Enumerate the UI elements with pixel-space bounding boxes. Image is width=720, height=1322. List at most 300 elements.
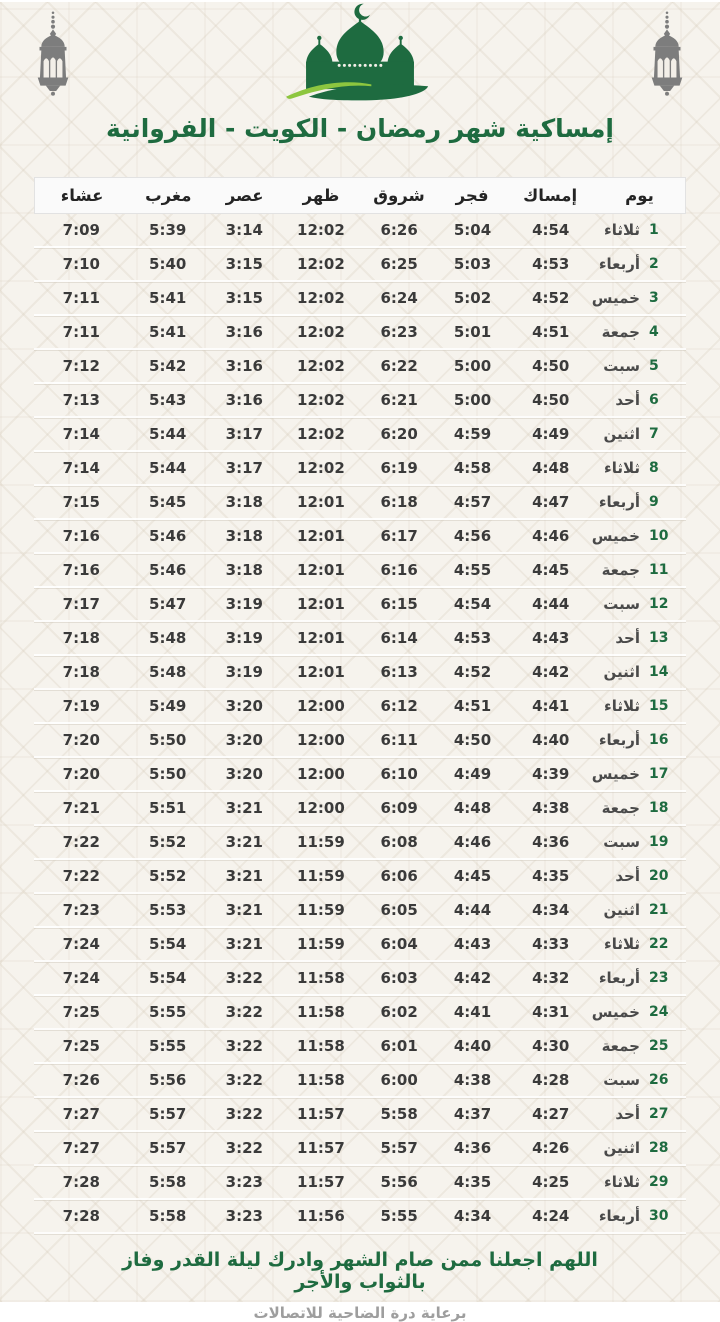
time-cell-asr: 3:22 [225,1003,263,1021]
time-cell-asr: 3:21 [225,799,263,817]
time-cell-dhuhr: 11:56 [297,1207,345,1225]
day-number: 26 [649,1072,669,1088]
dua-text: اللهم اجعلنا ممن صام الشهر وادرك ليلة القدر وفاز بالثواب والأجر [122,1249,598,1294]
day-number: 7 [649,426,659,442]
table-row [34,282,686,316]
time-cell-asr: 3:19 [225,595,263,613]
time-cell-isha: 7:21 [62,799,100,817]
time-cell-isha: 7:22 [62,833,100,851]
day-cell [595,731,686,749]
time-cell-isha: 7:28 [62,1173,100,1191]
day-number: 3 [649,290,659,306]
day-name: جمعة [601,323,640,341]
day-cell [591,765,686,783]
day-cell [595,1037,686,1055]
day-number: 19 [649,834,669,850]
time-cell-shurooq: 6:23 [380,323,418,341]
day-number: 29 [649,1174,669,1190]
time-cell-asr: 3:16 [225,357,263,375]
day-cell [595,255,686,273]
time-cell-fajr: 4:51 [453,697,492,715]
time-cell-maghrib: 5:56 [149,1071,187,1089]
time-cell-asr: 3:17 [225,459,263,477]
time-cell-maghrib: 5:51 [149,799,187,817]
time-cell-dhuhr: 12:02 [297,323,345,341]
time-cell-imsak: 4:35 [532,867,570,885]
time-cell-dhuhr: 12:00 [297,697,345,715]
table-row [34,724,686,758]
table-row [34,520,686,554]
time-cell-imsak: 4:44 [532,595,570,613]
time-cell-fajr: 5:03 [453,255,492,273]
time-cell-imsak: 4:32 [532,969,570,987]
time-cell-maghrib: 5:41 [149,323,187,341]
time-cell-shurooq: 6:21 [380,391,418,409]
table-row [34,1064,686,1098]
time-cell-fajr: 4:44 [453,901,492,919]
time-cell-shurooq: 6:06 [380,867,418,885]
day-number: 13 [649,630,669,646]
col-header-dhuhr: ظهر [302,186,340,205]
time-cell-fajr: 4:46 [453,833,492,851]
table-row [34,1200,686,1234]
col-header-day: يوم [625,186,654,205]
time-cell-dhuhr: 11:57 [297,1105,345,1123]
day-name: خميس [591,1003,640,1021]
day-name: أحد [615,391,640,409]
day-cell [595,969,686,987]
time-cell-maghrib: 5:42 [149,357,187,375]
sponsor-text: برعاية درة الضاحية للاتصالات [253,1303,467,1322]
time-cell-maghrib: 5:40 [149,255,187,273]
lantern-icon [640,8,694,106]
day-cell [595,799,686,817]
time-cell-shurooq: 6:08 [380,833,418,851]
time-cell-maghrib: 5:43 [149,391,187,409]
time-cell-imsak: 4:26 [532,1139,570,1157]
day-number: 16 [649,732,669,748]
time-cell-fajr: 5:00 [453,357,492,375]
time-cell-asr: 3:22 [225,1071,263,1089]
time-cell-dhuhr: 12:02 [297,459,345,477]
time-cell-imsak: 4:41 [532,697,570,715]
col-header-asr: عصر [225,186,264,205]
time-cell-maghrib: 5:47 [149,595,187,613]
day-cell [591,289,686,307]
time-cell-fajr: 4:42 [453,969,492,987]
day-name: أربعاء [598,731,640,749]
time-cell-isha: 7:26 [62,1071,100,1089]
time-cell-maghrib: 5:46 [149,561,187,579]
time-cell-fajr: 4:41 [453,1003,492,1021]
time-cell-fajr: 4:54 [453,595,492,613]
time-cell-isha: 7:25 [62,1037,100,1055]
day-name: أحد [615,629,640,647]
time-cell-dhuhr: 11:59 [297,935,345,953]
time-cell-imsak: 4:51 [532,323,570,341]
time-cell-asr: 3:20 [225,731,263,749]
time-cell-asr: 3:22 [225,1139,263,1157]
time-cell-isha: 7:16 [62,561,100,579]
time-cell-shurooq: 6:12 [380,697,418,715]
day-name: أربعاء [598,1207,640,1225]
time-cell-imsak: 4:47 [532,493,570,511]
day-name: اثنين [603,663,640,681]
time-cell-maghrib: 5:39 [149,221,187,239]
day-name: اثنين [603,425,640,443]
time-cell-isha: 7:16 [62,527,100,545]
day-name: أربعاء [598,969,640,987]
time-cell-isha: 7:11 [62,323,100,341]
time-cell-maghrib: 5:54 [149,969,187,987]
time-cell-imsak: 4:30 [532,1037,570,1055]
time-cell-dhuhr: 11:57 [297,1139,345,1157]
time-cell-fajr: 4:45 [453,867,492,885]
time-cell-imsak: 4:38 [532,799,570,817]
time-cell-dhuhr: 11:59 [297,867,345,885]
day-number: 10 [649,528,669,544]
time-cell-dhuhr: 11:58 [297,1003,345,1021]
day-number: 12 [649,596,669,612]
time-cell-dhuhr: 12:02 [297,357,345,375]
time-cell-shurooq: 6:26 [380,221,418,239]
day-number: 25 [649,1038,669,1054]
time-cell-maghrib: 5:48 [149,629,187,647]
time-cell-isha: 7:18 [62,629,100,647]
day-number: 11 [649,562,669,578]
time-cell-asr: 3:18 [225,561,263,579]
time-cell-shurooq: 5:58 [380,1105,418,1123]
time-cell-imsak: 4:25 [532,1173,570,1191]
time-cell-shurooq: 6:03 [380,969,418,987]
time-cell-shurooq: 6:14 [380,629,418,647]
table-row [34,418,686,452]
time-cell-asr: 3:22 [225,1037,263,1055]
time-cell-isha: 7:10 [62,255,100,273]
time-cell-asr: 3:16 [225,391,263,409]
time-cell-shurooq: 6:09 [380,799,418,817]
day-cell [595,493,686,511]
time-cell-fajr: 4:36 [453,1139,492,1157]
time-cell-dhuhr: 11:57 [297,1173,345,1191]
time-cell-isha: 7:24 [62,935,100,953]
day-cell [595,663,686,681]
time-cell-imsak: 4:49 [532,425,570,443]
day-number: 24 [649,1004,669,1020]
day-number: 14 [649,664,669,680]
time-cell-asr: 3:19 [225,663,263,681]
day-name: سبت [603,833,640,851]
time-cell-dhuhr: 12:02 [297,391,345,409]
time-cell-isha: 7:12 [62,357,100,375]
table-row [34,656,686,690]
day-name: سبت [603,1071,640,1089]
time-cell-fajr: 4:40 [453,1037,492,1055]
table-row [34,1030,686,1064]
time-cell-isha: 7:20 [62,765,100,783]
time-cell-shurooq: 6:17 [380,527,418,545]
day-number: 22 [649,936,669,952]
time-cell-isha: 7:24 [62,969,100,987]
ramadan-timetable-poster [0,2,720,1322]
time-cell-imsak: 4:54 [532,221,570,239]
day-number: 27 [649,1106,669,1122]
prayer-timetable [34,177,686,1234]
time-cell-dhuhr: 11:58 [297,969,345,987]
table-row [34,962,686,996]
time-cell-fajr: 5:01 [453,323,492,341]
table-row [34,588,686,622]
day-cell [595,935,686,953]
table-row [34,214,686,248]
time-cell-shurooq: 6:05 [380,901,418,919]
time-cell-maghrib: 5:55 [149,1037,187,1055]
day-cell [595,833,686,851]
time-cell-asr: 3:19 [225,629,263,647]
time-cell-imsak: 4:40 [532,731,570,749]
time-cell-imsak: 4:48 [532,459,570,477]
col-header-isha: عشاء [60,186,104,205]
time-cell-dhuhr: 12:02 [297,255,345,273]
day-name: خميس [591,765,640,783]
col-header-fajr: فجر [455,186,489,205]
time-cell-shurooq: 5:55 [380,1207,418,1225]
time-cell-imsak: 4:33 [532,935,570,953]
day-number: 5 [649,358,659,374]
time-cell-fajr: 4:38 [453,1071,492,1089]
time-cell-isha: 7:14 [62,459,100,477]
time-cell-asr: 3:20 [225,697,263,715]
table-row [34,792,686,826]
day-name: ثلاثاء [604,697,640,715]
time-cell-fajr: 4:43 [453,935,492,953]
time-cell-isha: 7:13 [62,391,100,409]
time-cell-asr: 3:22 [225,1105,263,1123]
time-cell-asr: 3:21 [225,833,263,851]
table-row [34,758,686,792]
table-row [34,248,686,282]
day-cell [595,221,686,239]
day-name: ثلاثاء [604,221,640,239]
day-cell [595,425,686,443]
time-cell-maghrib: 5:49 [149,697,187,715]
time-cell-maghrib: 5:52 [149,867,187,885]
day-cell [595,629,686,647]
day-cell [595,1139,686,1157]
table-row [34,452,686,486]
time-cell-maghrib: 5:50 [149,731,187,749]
day-number: 2 [649,256,659,272]
day-number: 28 [649,1140,669,1156]
time-cell-dhuhr: 12:01 [297,663,345,681]
time-cell-fajr: 4:56 [453,527,492,545]
time-cell-dhuhr: 11:58 [297,1071,345,1089]
time-cell-isha: 7:27 [62,1139,100,1157]
time-cell-asr: 3:18 [225,527,263,545]
time-cell-imsak: 4:34 [532,901,570,919]
day-name: اثنين [603,1139,640,1157]
time-cell-isha: 7:18 [62,663,100,681]
time-cell-shurooq: 6:20 [380,425,418,443]
time-cell-isha: 7:22 [62,867,100,885]
time-cell-dhuhr: 12:01 [297,527,345,545]
day-cell [595,357,686,375]
time-cell-isha: 7:11 [62,289,100,307]
time-cell-isha: 7:23 [62,901,100,919]
time-cell-imsak: 4:53 [532,255,570,273]
day-name: أحد [615,867,640,885]
time-cell-fajr: 4:53 [453,629,492,647]
day-number: 1 [649,222,659,238]
time-cell-asr: 3:21 [225,935,263,953]
table-row [34,554,686,588]
day-name: ثلاثاء [604,459,640,477]
time-cell-imsak: 4:28 [532,1071,570,1089]
time-cell-shurooq: 6:11 [380,731,418,749]
time-cell-isha: 7:28 [62,1207,100,1225]
day-cell [595,1071,686,1089]
time-cell-dhuhr: 12:00 [297,799,345,817]
time-cell-dhuhr: 12:01 [297,561,345,579]
time-cell-maghrib: 5:57 [149,1139,187,1157]
table-row [34,928,686,962]
lantern-icon [26,8,80,106]
time-cell-shurooq: 6:01 [380,1037,418,1055]
day-cell [595,323,686,341]
time-cell-shurooq: 6:00 [380,1071,418,1089]
time-cell-imsak: 4:50 [532,391,570,409]
time-cell-shurooq: 6:19 [380,459,418,477]
table-row [34,350,686,384]
time-cell-imsak: 4:36 [532,833,570,851]
table-row [34,894,686,928]
time-cell-dhuhr: 12:02 [297,221,345,239]
table-row [34,622,686,656]
table-row [34,384,686,418]
time-cell-fajr: 4:50 [453,731,492,749]
time-cell-maghrib: 5:55 [149,1003,187,1021]
time-cell-dhuhr: 12:01 [297,629,345,647]
time-cell-fajr: 4:59 [453,425,492,443]
time-cell-fajr: 4:57 [453,493,492,511]
day-number: 17 [649,766,669,782]
day-number: 21 [649,902,669,918]
time-cell-asr: 3:21 [225,867,263,885]
day-cell [591,527,686,545]
table-row [34,690,686,724]
time-cell-imsak: 4:52 [532,289,570,307]
time-cell-dhuhr: 12:01 [297,595,345,613]
time-cell-asr: 3:21 [225,901,263,919]
time-cell-asr: 3:23 [225,1207,263,1225]
time-cell-imsak: 4:43 [532,629,570,647]
day-name: جمعة [601,1037,640,1055]
time-cell-shurooq: 5:56 [380,1173,418,1191]
time-cell-asr: 3:15 [225,289,263,307]
time-cell-isha: 7:25 [62,1003,100,1021]
time-cell-dhuhr: 12:00 [297,765,345,783]
time-cell-isha: 7:20 [62,731,100,749]
time-cell-isha: 7:09 [62,221,100,239]
day-number: 23 [649,970,669,986]
time-cell-shurooq: 6:22 [380,357,418,375]
time-cell-dhuhr: 11:59 [297,901,345,919]
time-cell-isha: 7:19 [62,697,100,715]
time-cell-asr: 3:23 [225,1173,263,1191]
time-cell-isha: 7:27 [62,1105,100,1123]
time-cell-maghrib: 5:58 [149,1207,187,1225]
time-cell-maghrib: 5:50 [149,765,187,783]
time-cell-shurooq: 6:25 [380,255,418,273]
time-cell-asr: 3:18 [225,493,263,511]
time-cell-imsak: 4:42 [532,663,570,681]
time-cell-shurooq: 6:13 [380,663,418,681]
time-cell-asr: 3:17 [225,425,263,443]
day-name: خميس [591,527,640,545]
time-cell-fajr: 5:02 [453,289,492,307]
time-cell-maghrib: 5:58 [149,1173,187,1191]
time-cell-maghrib: 5:52 [149,833,187,851]
day-number: 8 [649,460,659,476]
day-cell [595,697,686,715]
time-cell-maghrib: 5:48 [149,663,187,681]
col-header-imsak: إمساك [523,186,578,205]
table-row [34,1166,686,1200]
day-number: 15 [649,698,669,714]
day-number: 4 [649,324,659,340]
time-cell-imsak: 4:24 [532,1207,570,1225]
time-cell-fajr: 4:34 [453,1207,492,1225]
time-cell-asr: 3:16 [225,323,263,341]
time-cell-asr: 3:14 [225,221,263,239]
time-cell-fajr: 4:52 [453,663,492,681]
time-cell-imsak: 4:39 [532,765,570,783]
time-cell-imsak: 4:31 [532,1003,570,1021]
table-row [34,1098,686,1132]
time-cell-dhuhr: 12:02 [297,289,345,307]
time-cell-dhuhr: 12:02 [297,425,345,443]
time-cell-maghrib: 5:41 [149,289,187,307]
day-number: 9 [649,494,659,510]
day-cell [591,1003,686,1021]
col-header-shurooq: شروق [373,186,425,205]
time-cell-maghrib: 5:54 [149,935,187,953]
time-cell-fajr: 5:00 [453,391,492,409]
day-cell [595,459,686,477]
time-cell-maghrib: 5:45 [149,493,187,511]
page-title: إمساكية شهر رمضان - الكويت - الفروانية [105,114,614,143]
time-cell-maghrib: 5:44 [149,425,187,443]
table-row [34,860,686,894]
day-number: 6 [649,392,659,408]
time-cell-isha: 7:15 [62,493,100,511]
day-name: اثنين [603,901,640,919]
day-cell [595,1173,686,1191]
time-cell-dhuhr: 11:59 [297,833,345,851]
time-cell-dhuhr: 12:00 [297,731,345,749]
day-cell [595,1207,686,1225]
time-cell-shurooq: 6:02 [380,1003,418,1021]
time-cell-shurooq: 6:15 [380,595,418,613]
table-row [34,996,686,1030]
day-name: جمعة [601,561,640,579]
time-cell-dhuhr: 12:01 [297,493,345,511]
time-cell-shurooq: 6:16 [380,561,418,579]
timetable-header-row [34,177,686,214]
timetable-body [34,214,686,1234]
time-cell-shurooq: 6:18 [380,493,418,511]
table-row [34,486,686,520]
